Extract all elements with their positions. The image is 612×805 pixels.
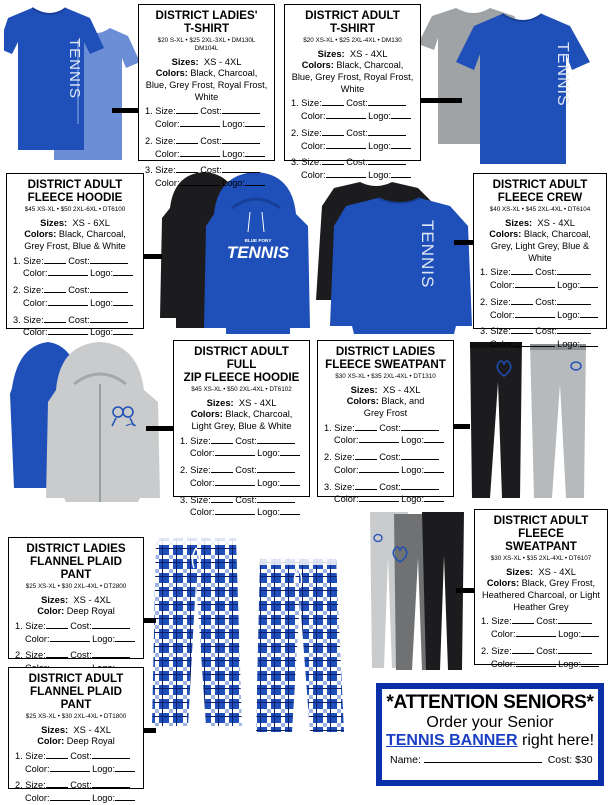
product-sizes: Sizes: XS - 4XL bbox=[171, 56, 242, 68]
order-row-1-detail[interactable]: Color: Logo: bbox=[13, 267, 137, 280]
order-row-1-detail[interactable]: Color: Logo: bbox=[180, 447, 303, 460]
order-row-1-detail[interactable]: Color: Logo: bbox=[481, 628, 601, 641]
product-colors: Colors: Black, Charcoal, Grey Frost, Blue & White bbox=[24, 229, 126, 251]
seniors-title: *ATTENTION SENIORS* bbox=[386, 692, 594, 713]
product-sizes: Sizes: XS - 4XL bbox=[505, 217, 575, 229]
product-title: DISTRICT LADIES FLEECE SWEATPANT bbox=[325, 345, 446, 371]
order-row-2[interactable]: 2. Size: Cost: bbox=[180, 464, 303, 477]
fleece-crew-print: TENNIS bbox=[418, 220, 437, 289]
order-row-2[interactable]: 2. Size: Cost: bbox=[324, 451, 447, 464]
fleece-hoodie-card bbox=[6, 173, 144, 338]
product-colors: Colors: Black, and Grey Frost bbox=[346, 396, 425, 418]
order-row-1[interactable]: 1. Size: Cost: bbox=[13, 255, 137, 268]
product-sizes: Sizes: XS - 4XL bbox=[506, 566, 576, 577]
order-row-3-detail[interactable]: Color: Logo: bbox=[13, 326, 137, 339]
product-price: $30 XS-XL • $35 2XL-4XL • DT6107 bbox=[490, 554, 592, 562]
fleece-crew-card bbox=[473, 173, 607, 350]
product-price: $20 XS-XL • $25 2XL-4XL • DM130 bbox=[303, 36, 402, 44]
ladies-tshirt-image bbox=[4, 4, 142, 162]
adult-sweatpant-image bbox=[368, 508, 466, 672]
adult-tshirt-print: TENNIS bbox=[554, 42, 571, 107]
product-colors: Color: Deep Royal bbox=[37, 736, 115, 747]
plaid-pant-image bbox=[150, 536, 350, 734]
product-title: DISTRICT ADULT FLEECE CREW bbox=[492, 178, 588, 204]
product-price: $25 XS-XL • $30 2XL-4XL • DT2800 bbox=[25, 582, 127, 590]
product-title: DISTRICT ADULT FLANNEL PLAID PANT bbox=[28, 672, 124, 711]
product-sizes: Sizes: XS - 4XL bbox=[206, 397, 277, 408]
order-row-2-detail[interactable]: Color: Logo: bbox=[13, 297, 137, 310]
product-colors: Colors: Black, Charcoal, Blue, Grey Frost, Royal Frost, White bbox=[291, 60, 414, 94]
fleece-hoodie-image bbox=[160, 168, 310, 334]
order-row-1-detail[interactable]: Color: Logo: bbox=[15, 763, 137, 776]
adult-sweatpant-connector bbox=[456, 588, 476, 593]
order-row-2-detail[interactable]: Color: Logo: bbox=[480, 309, 600, 322]
order-row-3[interactable]: 3. Size: Cost: bbox=[480, 325, 600, 338]
product-colors: Colors: Black, Grey Frost, Heathered Charcoal, or Light Heather Grey bbox=[482, 578, 600, 612]
product-sizes: Sizes: XS - 4XL bbox=[41, 724, 111, 735]
seniors-subtitle: Order your Senior bbox=[426, 714, 554, 731]
order-row-2-detail[interactable]: Color: Logo: bbox=[145, 148, 268, 161]
product-price: $45 XS-XL • $50 2XL-4XL • DT6102 bbox=[191, 385, 292, 393]
ladies-sweatpant-card bbox=[317, 340, 454, 505]
order-row-1[interactable]: 1. Size: Cost: bbox=[15, 620, 137, 633]
ladies-tshirt-print: TENNIS bbox=[66, 38, 83, 100]
product-sizes: Sizes: XS - 6XL bbox=[40, 217, 110, 229]
adult-tshirt-connector bbox=[418, 98, 462, 103]
adult-sweatpant-card bbox=[474, 509, 608, 669]
order-row-1[interactable]: 1. Size: Cost: bbox=[15, 750, 137, 763]
product-title: DISTRICT ADULT FULL ZIP FLEECE HOODIE bbox=[183, 345, 300, 384]
product-price: $40 XS-XL • $45 2XL-4XL • DT6104 bbox=[489, 205, 591, 213]
product-colors: Colors: Black, Charcoal, Grey, Light Grey, Blue & White bbox=[489, 229, 591, 263]
fleece-crew-image bbox=[316, 180, 472, 336]
order-row-1-detail[interactable]: Color: Logo: bbox=[324, 434, 447, 447]
order-row-3-detail[interactable]: Color: Logo: bbox=[145, 177, 268, 190]
product-sizes: Sizes: XS - 4XL bbox=[317, 48, 388, 60]
product-sizes: Sizes: XS - 4XL bbox=[41, 594, 111, 605]
seniors-banner-box bbox=[376, 683, 604, 786]
order-row-1-detail[interactable]: Color: Logo: bbox=[15, 633, 137, 646]
order-row-2-detail[interactable]: Color: Logo: bbox=[291, 140, 414, 153]
full-zip-card bbox=[173, 340, 310, 518]
product-price: $45 XS-XL • $50 2XL-6XL • DT6100 bbox=[24, 205, 126, 213]
order-row-1[interactable]: 1. Size: Cost: bbox=[324, 422, 447, 435]
order-row-2[interactable]: 2. Size: Cost: bbox=[145, 135, 268, 148]
order-row-3-detail[interactable]: Color: Logo: bbox=[480, 338, 600, 351]
adult-tshirt-image bbox=[418, 4, 610, 166]
hoodie-print-small: BLUE PONY bbox=[244, 238, 272, 243]
order-row-3[interactable]: 3. Size: Cost: bbox=[13, 314, 137, 327]
product-title: DISTRICT ADULT FLEECE HOODIE bbox=[27, 178, 123, 204]
product-colors: Color: Deep Royal bbox=[37, 606, 115, 617]
ladies-tshirt-card bbox=[138, 4, 275, 189]
seniors-name-row[interactable]: Name: Cost: $30 bbox=[390, 754, 593, 766]
order-row-2-detail[interactable]: Color: Logo: bbox=[481, 658, 601, 671]
product-title: DISTRICT ADULT FLEECE SWEATPANT bbox=[493, 514, 589, 553]
order-row-1[interactable]: 1. Size: Cost: bbox=[180, 435, 303, 448]
order-row-1-detail[interactable]: Color: Logo: bbox=[145, 118, 268, 131]
order-row-3-detail[interactable]: Color: Logo: bbox=[291, 169, 414, 182]
order-row-2[interactable]: 2. Size: Cost: bbox=[15, 779, 137, 792]
order-row-2[interactable]: 2. Size: Cost: bbox=[480, 296, 600, 309]
order-row-1-detail[interactable]: Color: Logo: bbox=[291, 110, 414, 123]
product-sizes: Sizes: XS - 4XL bbox=[350, 384, 421, 396]
order-row-2-detail[interactable]: Color: Logo: bbox=[180, 477, 303, 490]
order-row-3[interactable]: 3. Size: Cost: bbox=[145, 164, 268, 177]
order-row-2[interactable]: 2. Size: Cost: bbox=[291, 127, 414, 140]
order-row-1-detail[interactable]: Color: Logo: bbox=[480, 279, 600, 292]
order-row-3[interactable]: 3. Size: Cost: bbox=[291, 156, 414, 169]
product-title: DISTRICT LADIES FLANNEL PLAID PANT bbox=[26, 542, 126, 581]
product-price: $30 XS-XL • $35 2XL-4XL • DT1310 bbox=[335, 372, 436, 380]
product-colors: Colors: Black, Charcoal, Blue, Grey Frost, Royal Frost, White bbox=[145, 68, 268, 102]
product-price: $20 S-XL • $25 2XL-3XL • DM130L DM104L bbox=[157, 36, 256, 53]
order-row-3[interactable]: 3. Size: Cost: bbox=[324, 481, 447, 494]
order-row-2[interactable]: 2. Size: Cost: bbox=[13, 284, 137, 297]
product-title: DISTRICT ADULT T-SHIRT bbox=[305, 9, 400, 35]
order-row-3-detail[interactable]: Color: Logo: bbox=[180, 506, 303, 519]
order-row-3-detail[interactable]: Color: Logo: bbox=[324, 493, 447, 506]
order-row-1[interactable]: 1. Size: Cost: bbox=[145, 105, 268, 118]
ladies-plaid-card bbox=[8, 537, 144, 659]
order-row-2-detail[interactable]: Color: Logo: bbox=[324, 464, 447, 477]
ladies-sweatpant-image bbox=[468, 338, 590, 504]
adult-tshirt-card bbox=[284, 4, 421, 181]
ladies-tshirt-connector bbox=[112, 108, 140, 113]
seniors-banner-line: TENNIS BANNER right here! bbox=[385, 732, 595, 749]
order-row-1[interactable]: 1. Size: Cost: bbox=[480, 266, 600, 279]
order-row-1[interactable]: 1. Size: Cost: bbox=[481, 615, 601, 628]
full-zip-connector bbox=[146, 426, 176, 431]
order-row-2[interactable]: 2. Size: Cost: bbox=[15, 649, 137, 662]
order-row-2[interactable]: 2. Size: Cost: bbox=[481, 645, 601, 658]
product-colors: Colors: Black, Charcoal, Light Grey, Blue & White bbox=[190, 409, 293, 431]
product-title: DISTRICT LADIES' T-SHIRT bbox=[155, 9, 258, 35]
order-row-2-detail[interactable]: Color: Logo: bbox=[15, 792, 137, 805]
tennis-banner-link[interactable]: TENNIS BANNER bbox=[385, 732, 518, 749]
product-price: $25 XS-XL • $30 2XL-4XL • DT1800 bbox=[25, 712, 127, 720]
order-row-3[interactable]: 3. Size: Cost: bbox=[180, 494, 303, 507]
full-zip-image bbox=[10, 338, 166, 504]
hoodie-print-large: TENNIS bbox=[226, 243, 290, 262]
order-row-1[interactable]: 1. Size: Cost: bbox=[291, 97, 414, 110]
adult-plaid-card bbox=[8, 667, 144, 804]
